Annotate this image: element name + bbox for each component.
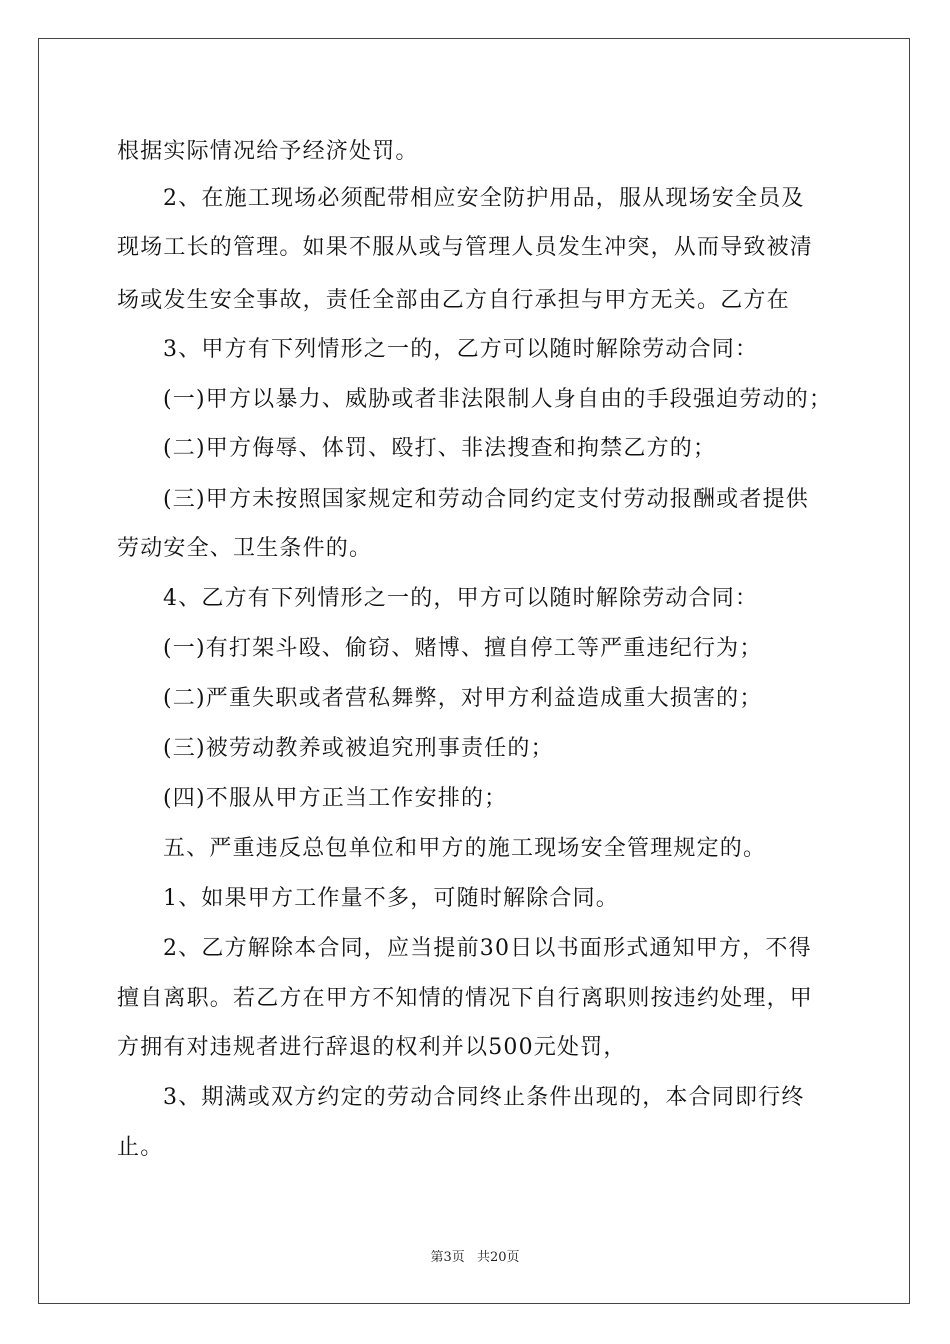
text-line: 劳动安全、卫生条件的。 — [117, 536, 373, 561]
text-line: 根据实际情况给予经济处罚。 — [117, 139, 419, 164]
text-line: 方拥有对违规者进行辞退的权利并以500元处罚， — [117, 1035, 627, 1060]
text-line: (二)严重失职或者营私舞弊，对甲方利益造成重大损害的； — [163, 686, 763, 711]
text-line: 3、甲方有下列情形之一的，乙方可以随时解除劳动合同： — [163, 337, 759, 362]
text-line: (四)不服从甲方正当工作安排的； — [163, 786, 508, 811]
text-line: 五、严重违反总包单位和甲方的施工现场安全管理规定的。 — [163, 836, 767, 861]
text-line: (二)甲方侮辱、体罚、殴打、非法搜查和拘禁乙方的； — [163, 436, 717, 461]
text-line: 4、乙方有下列情形之一的，甲方可以随时解除劳动合同： — [163, 586, 759, 611]
text-line: 2、乙方解除本合同，应当提前30日以书面形式通知甲方，不得 — [163, 936, 812, 961]
text-line: (三)甲方未按照国家规定和劳动合同约定支付劳动报酬或者提供 — [163, 487, 809, 512]
text-line: 2、在施工现场必须配带相应安全防护用品，服从现场安全员及 — [163, 186, 805, 211]
page-border — [38, 38, 910, 1304]
text-line: 现场工长的管理。如果不服从或与管理人员发生冲突，从而导致被清 — [117, 235, 814, 260]
text-line: (一)有打架斗殴、偷窃、赌博、擅自停工等严重违纪行为； — [163, 636, 763, 661]
text-line: 1、如果甲方工作量不多，可随时解除合同。 — [163, 886, 619, 911]
page-total: 共20页 — [476, 1250, 520, 1265]
text-line: 场或发生安全事故，责任全部由乙方自行承担与甲方无关。乙方在 — [117, 288, 790, 313]
text-line: 3、期满或双方约定的劳动合同终止条件出现的，本合同即行终 — [163, 1085, 805, 1110]
text-line: (一)甲方以暴力、威胁或者非法限制人身自由的手段强迫劳动的； — [163, 387, 833, 412]
text-line: 擅自离职。若乙方在甲方不知情的情况下自行离职则按违约处理，甲 — [117, 986, 814, 1011]
text-line: 止。 — [117, 1135, 164, 1160]
text-line: (三)被劳动教养或被追究刑事责任的； — [163, 736, 554, 761]
page-number: 第3页 — [430, 1250, 465, 1265]
page-footer — [0, 1246, 950, 1265]
